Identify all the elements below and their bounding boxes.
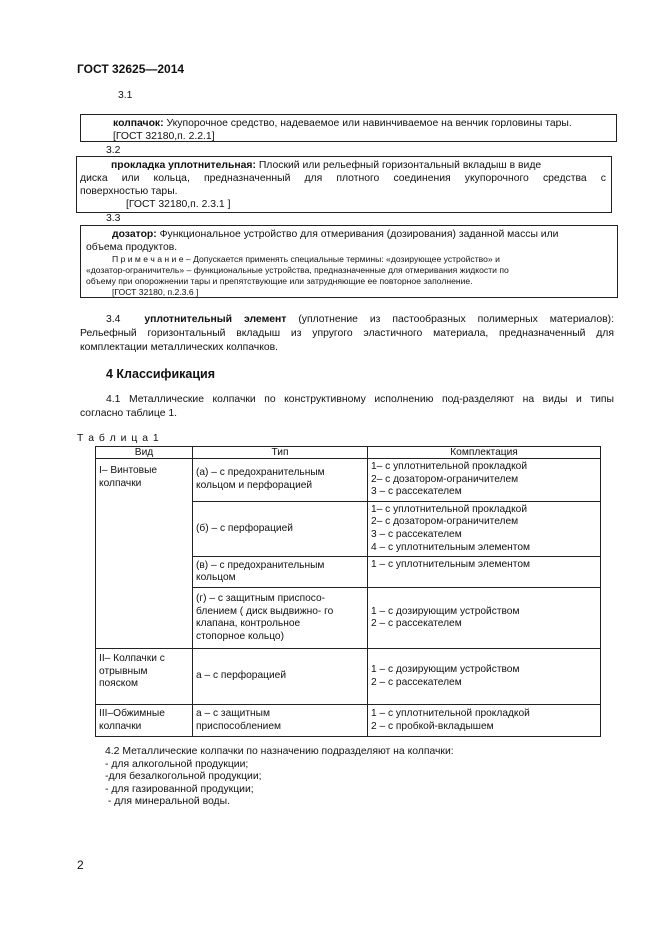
kind-text: II– Колпачки с (99, 653, 165, 665)
paragraph-4-1 (80, 393, 614, 421)
term-3-2-def-2: диска или кольца, предназначенный для плотного соединения укупорочного средства с (80, 173, 606, 184)
note-label: П р и м е ч а н и е – (112, 254, 191, 264)
set-text: 2– с дозатором-ограничителем (371, 473, 519, 485)
set-text: 4 – с уплотнительным элементом (371, 541, 531, 553)
term-3-1-term: колпачок: (113, 118, 164, 129)
page-number: 2 (77, 858, 84, 872)
document-code: ГОСТ 32625—2014 (77, 62, 185, 76)
set-text: 3 – с рассекателем (371, 486, 462, 498)
column-header-set: Комплектация (368, 447, 601, 459)
term-3-4-line1 (80, 313, 614, 327)
set-text: 1 – с уплотнительным элементом (371, 559, 531, 571)
kind-cell-II (96, 649, 193, 705)
term-3-4-rest: (уплотнение из пастообразных полимерных материалов): (286, 314, 615, 325)
set-text: 2 – с рассекателем (371, 676, 462, 688)
set-text: 2 – с рассекателем (371, 618, 462, 630)
term-3-2-box (76, 156, 612, 213)
type-text: приспособлением (196, 720, 281, 732)
term-3-2-reference: [ГОСТ 32180,п. 2.3.1 ] (126, 199, 231, 210)
list-item: - для минеральной воды. (105, 796, 230, 808)
list-item: -для безалкогольной продукции; (105, 771, 262, 783)
kind-text: отрывным (99, 665, 148, 677)
type-text: (в) – с предохранительным (196, 559, 325, 571)
term-3-1-number: 3.1 (118, 90, 133, 101)
paragraph-4-1-line2: согласно таблице 1. (80, 408, 178, 419)
set-text: 2 – с пробкой-вкладышем (371, 720, 494, 732)
type-text: (б) – с перфорацией (196, 522, 293, 534)
column-header-type: Тип (193, 447, 368, 459)
term-3-1-reference: [ГОСТ 32180,п. 2.2.1] (113, 131, 215, 142)
table-row (96, 705, 601, 737)
term-3-3-term: дозатор: (112, 229, 157, 240)
term-3-2-number: 3.2 (106, 145, 121, 156)
term-3-3-note-1 (86, 254, 612, 265)
kind-text: пояском (99, 678, 139, 690)
paragraph-4-2-intro: 4.2 Металлические колпачки по назначению подразделяют на колпачки: (105, 746, 454, 757)
type-text: кольцом (196, 572, 236, 584)
kind-cell-III (96, 705, 193, 737)
type-text: клапана, контрольное (196, 618, 301, 630)
type-cell (193, 588, 368, 649)
type-text: а – с перфорацией (196, 670, 287, 682)
column-header-kind: Вид (96, 447, 193, 459)
table-row (96, 459, 601, 502)
term-3-2-term: прокладка уплотнительная: (111, 160, 256, 171)
term-3-2-line1 (80, 159, 606, 172)
term-3-4-line3: комплектации металлических колпачков. (80, 342, 279, 353)
term-3-3-number: 3.3 (106, 213, 121, 224)
term-3-1-line (113, 117, 611, 130)
set-text: 1– с уплотнительной прокладкой (371, 503, 528, 515)
term-3-1-definition: Укупорочное средство, надеваемое или навинчиваемое на венчик горловины тары. (163, 118, 572, 129)
set-text: 3 – с рассекателем (371, 528, 462, 540)
set-cell (368, 588, 601, 649)
set-cell (368, 557, 601, 588)
type-cell (193, 459, 368, 502)
type-text: а – с защитным (196, 708, 270, 720)
term-3-3-note-2: «дозатор-ограничитель» – функциональные устройства, предназначенные для отмеривания жидкости по (86, 265, 509, 275)
term-3-2-def-3: поверхностью тары. (80, 186, 178, 197)
term-3-3-def-1: Функциональное устройство для отмеривания (дозирования) заданной массы или (156, 229, 559, 240)
set-text: 1 – с дозирующим устройством (371, 664, 520, 676)
type-text: (г) – с защитным приспосо- (196, 592, 326, 604)
section-title: 4 Классификация (106, 367, 216, 381)
type-text: стопорное кольцо) (196, 630, 284, 642)
table-header-row (96, 447, 601, 459)
type-text: кольцом и перфорацией (196, 479, 313, 491)
term-3-4-line2: Рельефный горизонтальный вкладыш из упругого эластичного материала, предназначенный для (80, 328, 614, 339)
type-text: блением ( диск выдвижно- го (196, 605, 334, 617)
set-cell (368, 459, 601, 502)
table-row (96, 649, 601, 705)
term-3-1-box (80, 114, 617, 142)
kind-text: I– Винтовые (99, 465, 158, 476)
term-3-2-def-1: Плоский или рельефный горизонтальный вкладыш в виде (255, 160, 542, 171)
list-item: - для газированной продукции; (105, 783, 254, 795)
list-item: - для алкогольной продукции; (105, 758, 249, 770)
kind-text: III–Обжимные (99, 708, 165, 720)
term-3-4-number: 3.4 (106, 314, 121, 325)
set-cell (368, 705, 601, 737)
type-cell (193, 501, 368, 556)
set-text: 1 – с уплотнительной прокладкой (371, 708, 530, 720)
set-text: 1 – с дозирующим устройством (371, 605, 520, 617)
term-3-4 (80, 313, 614, 355)
type-cell (193, 649, 368, 705)
term-3-3-def-2: объема продуктов. (86, 242, 178, 253)
set-cell (368, 649, 601, 705)
term-3-3-reference: [ГОСТ 32180, п.2.3.6 ] (112, 287, 199, 297)
paragraph-4-2 (105, 746, 454, 809)
term-3-3-note-3: объему при опорожнении тары и препятствующие или затрудняющие ее повторное заполнение. (86, 276, 473, 286)
type-text: (а) – с предохранительным (196, 467, 325, 479)
classification-table (95, 446, 601, 737)
set-cell (368, 501, 601, 556)
paragraph-4-1-line1: 4.1 Металлические колпачки по конструктивному исполнению под-разделяют на виды и типы (106, 394, 614, 405)
kind-text: колпачки (99, 720, 142, 732)
term-3-3-box (80, 225, 618, 298)
set-text: 2– с дозатором-ограничителем (371, 516, 519, 528)
note-text-1: Допускается применять специальные термины: «дозирующее устройство» и (190, 254, 500, 264)
kind-cell-I (96, 459, 193, 649)
type-cell (193, 557, 368, 588)
type-cell (193, 705, 368, 737)
table-caption: Т а б л и ц а 1 (77, 433, 160, 444)
kind-text: колпачки (99, 477, 142, 489)
set-text: 1– с уплотнительной прокладкой (371, 461, 528, 472)
term-3-4-term: уплотнительный элемент (144, 314, 287, 325)
term-3-3-line1 (86, 228, 612, 241)
